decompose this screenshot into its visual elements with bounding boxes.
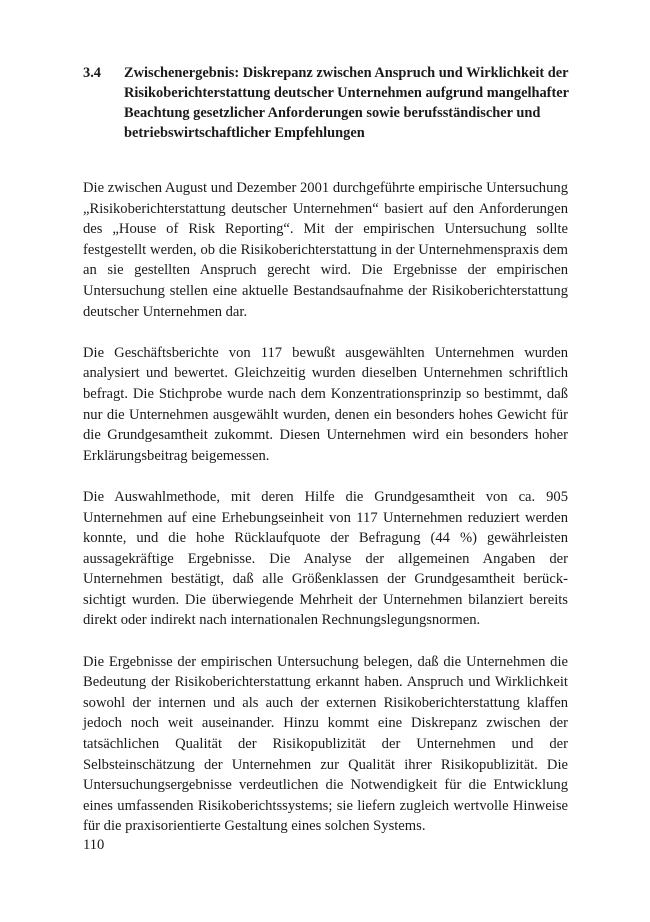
page-number: 110	[83, 837, 105, 853]
paragraph-2: Die Geschäftsberichte von 117 bewußt ausgewählten Unternehmen wurden analysiert und bewertet. Gleichzeitig wurden dieselben Unternehmen schriftlich befragt. Die Stichprobe wurde nach dem Konzentrationsprinzip so bestimmt, daß nur die Unternehmen ausgewählt wurden, denen ein besonders hohes Gewicht für die Grundgesamtheit zukommt. Diesen Unternehmen wird ein besonders hoher Erklärungsbeitrag beigemessen.	[83, 344, 568, 464]
section-title: Zwischenergebnis: Diskrepanz zwischen Anspruch und Wirklichkeit der Risikoberichterstattung deutscher Unternehmen aufgrund mangelhafter Beachtung gesetzlicher Anforderungen sowie berufsständischer und betriebswirtschaftlicher Empfehlungen	[124, 65, 569, 141]
body-text	[83, 178, 568, 858]
section-number: 3.4	[83, 65, 101, 81]
paragraph-1: Die zwischen August und Dezember 2001 durchgeführte empirische Untersuchung „Risikoberichterstattung deutscher Unternehmen“ basiert auf den Anforderungen des „House of Risk Reporting“. Mit der empirischen Untersuchung sollte festgestellt werden, ob die Risikoberichterstattung in der Unternehmenspraxis dem an sie gestellten Anspruch gerecht wird. Die Ergebnisse der empirischen Untersuchung stellen eine aktuelle Bestandsaufnahme der Risikoberichterstattung deutscher Unternehmen dar.	[83, 180, 568, 320]
section-heading	[83, 63, 573, 143]
paragraph-4: Die Ergebnisse der empirischen Untersuchung belegen, daß die Unternehmen die Bedeutung der Risikoberichterstattung erkannt haben. Anspruch und Wirklichkeit sowohl der internen und als auch der externen Risikoberichterstattung klaffen jedoch noch weit auseinander. Hinzu kommt eine Diskrepanz zwischen der tatsächlichen Qualität der Risikopublizität der Unternehmen und der Selbsteinschätzung der Unternehmen zur Qualität ihrer Risikopublizität. Die Untersuchungsergebnisse verdeutlichen die Notwendigkeit für die Entwicklung eines umfassenden Risikoberichtssystems; sie liefern zugleich wertvolle Hinweise für die praxisorientierte Gestaltung eines solchen Systems.	[83, 653, 568, 835]
paragraph-3: Die Auswahlmethode, mit deren Hilfe die Grundgesamtheit von ca. 905 Unternehmen auf eine Erhebungseinheit von 117 Unternehmen reduziert werden konnte, und die hohe Rücklaufquote der Befragung (44 %) gewährleisten aussagekräftige Ergebnisse. Die Analyse der allgemeinen Angaben der Unternehmen bestätigt, daß alle Größenklassen der Grundgesamtheit berücksichtigt wurden. Die überwiegende Mehrheit der Unternehmen bilanziert bereits direkt oder indirekt nach internationalen Rechnungslegungsnormen.	[83, 488, 568, 629]
